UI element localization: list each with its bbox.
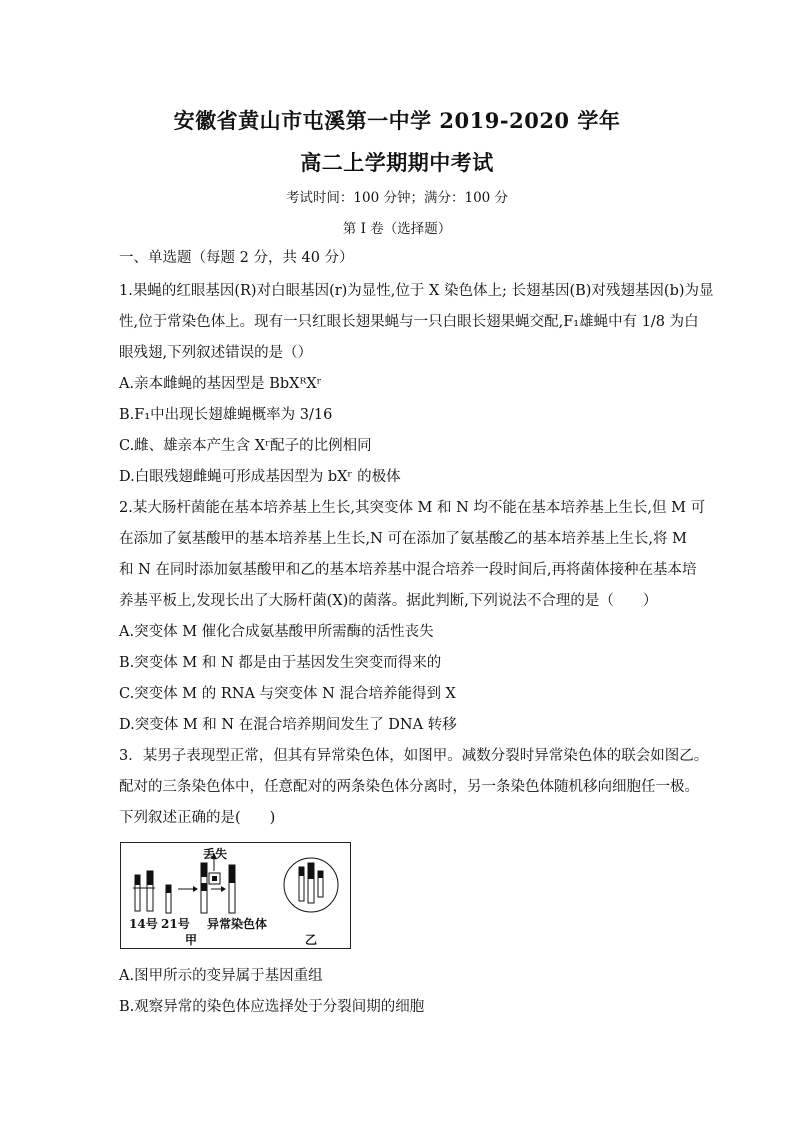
q3-option-b: B.观察异常的染色体应选择处于分裂间期的细胞 [119, 999, 425, 1015]
document-subtitle: 高二上学期期中考试 [300, 150, 494, 175]
q2-option-d: D.突变体 M 和 N 在混合培养期间发生了 DNA 转移 [119, 717, 457, 733]
label-jia: 甲 [185, 933, 198, 947]
q3-stem-line-1: 3．某男子表现型正常，但其有异常染色体，如图甲。减数分裂时异常染色体的联会如图乙。 [119, 748, 709, 764]
q1-stem-line-1: 1.果蝇的红眼基因(R)对白眼基因(r)为显性,位于 X 染色体上; 长翅基因(B)对残翅基因(b)为显 [119, 283, 714, 299]
q3-stem-line-2: 配对的三条染色体中，任意配对的两条染色体分离时，另一条染色体随机移向细胞任一极。 [119, 779, 699, 795]
q2-option-b: B.突变体 M 和 N 都是由于基因发生突变而得来的 [119, 655, 442, 671]
q2-stem-line-1: 2.某大肠杆菌能在基本培养基上生长,其突变体 M 和 N 均不能在基本培养基上生长,但 M 可 [119, 500, 706, 516]
document-title: 安徽省黄山市屯溪第一中学 2019-2020 学年 [173, 108, 621, 133]
q1-option-d: D.白眼残翅雌蝇可形成基因型为 bXʳ 的极体 [119, 469, 401, 485]
q2-option-a: A.突变体 M 催化合成氨基酸甲所需酶的活性丧失 [119, 624, 434, 640]
q2-stem-line-2: 在添加了氨基酸甲的基本培养基上生长,N 可在添加了氨基酸乙的基本培养基上生长,将 M [119, 531, 687, 547]
chromosome-14 [133, 871, 155, 911]
q2-stem-line-4: 养基平板上,发现长出了大肠杆菌(X)的菌落。据此判断,下列说法不合理的是（ ） [119, 593, 658, 609]
q2-option-c: C.突变体 M 的 RNA 与突变体 N 混合培养能得到 X [119, 686, 456, 702]
q3-stem-line-3: 下列叙述正确的是( ) [119, 810, 276, 826]
q1-option-c: C.雌、雄亲本产生含 Xʳ配子的比例相同 [119, 438, 372, 454]
abnormal-chromosome [229, 865, 235, 913]
exam-info: 考试时间：100 分钟；满分：100 分 [285, 190, 509, 206]
q1-option-a: A.亲本雌蝇的基因型是 BbXᴿXʳ [119, 376, 322, 392]
label-chr21: 21号 [161, 917, 190, 931]
volume-heading: 第 I 卷（选择题） [342, 221, 452, 237]
q1-stem-line-3: 眼残翅,下列叙述错误的是（） [119, 345, 313, 361]
q3-option-a: A.图甲所示的变异属于基因重组 [119, 968, 323, 984]
q1-option-b: B.F₁中出现长翅雄蝇概率为 3/16 [119, 407, 333, 423]
label-yi: 乙 [305, 933, 318, 947]
section-heading: 一、单选题（每题 2 分，共 40 分） [119, 250, 354, 266]
label-chr14: 14号 [129, 917, 158, 931]
translocation-step [201, 863, 207, 913]
label-abnormal: 异常染色体 [207, 917, 268, 931]
cell-yi [284, 858, 338, 912]
q2-stem-line-3: 和 N 在同时添加氨基酸甲和乙的基本培养基中混合培养一段时间后,再将菌体接种在基本培 [119, 562, 697, 578]
q1-stem-line-2: 性,位于常染色体上。现有一只红眼长翅果蝇与一只白眼长翅果蝇交配,F₁雄蝇中有 1/8 为白 [119, 314, 699, 330]
label-lost: 丢失 [203, 847, 228, 861]
chromosome-figure [120, 842, 351, 949]
chromosome-21 [166, 885, 171, 913]
